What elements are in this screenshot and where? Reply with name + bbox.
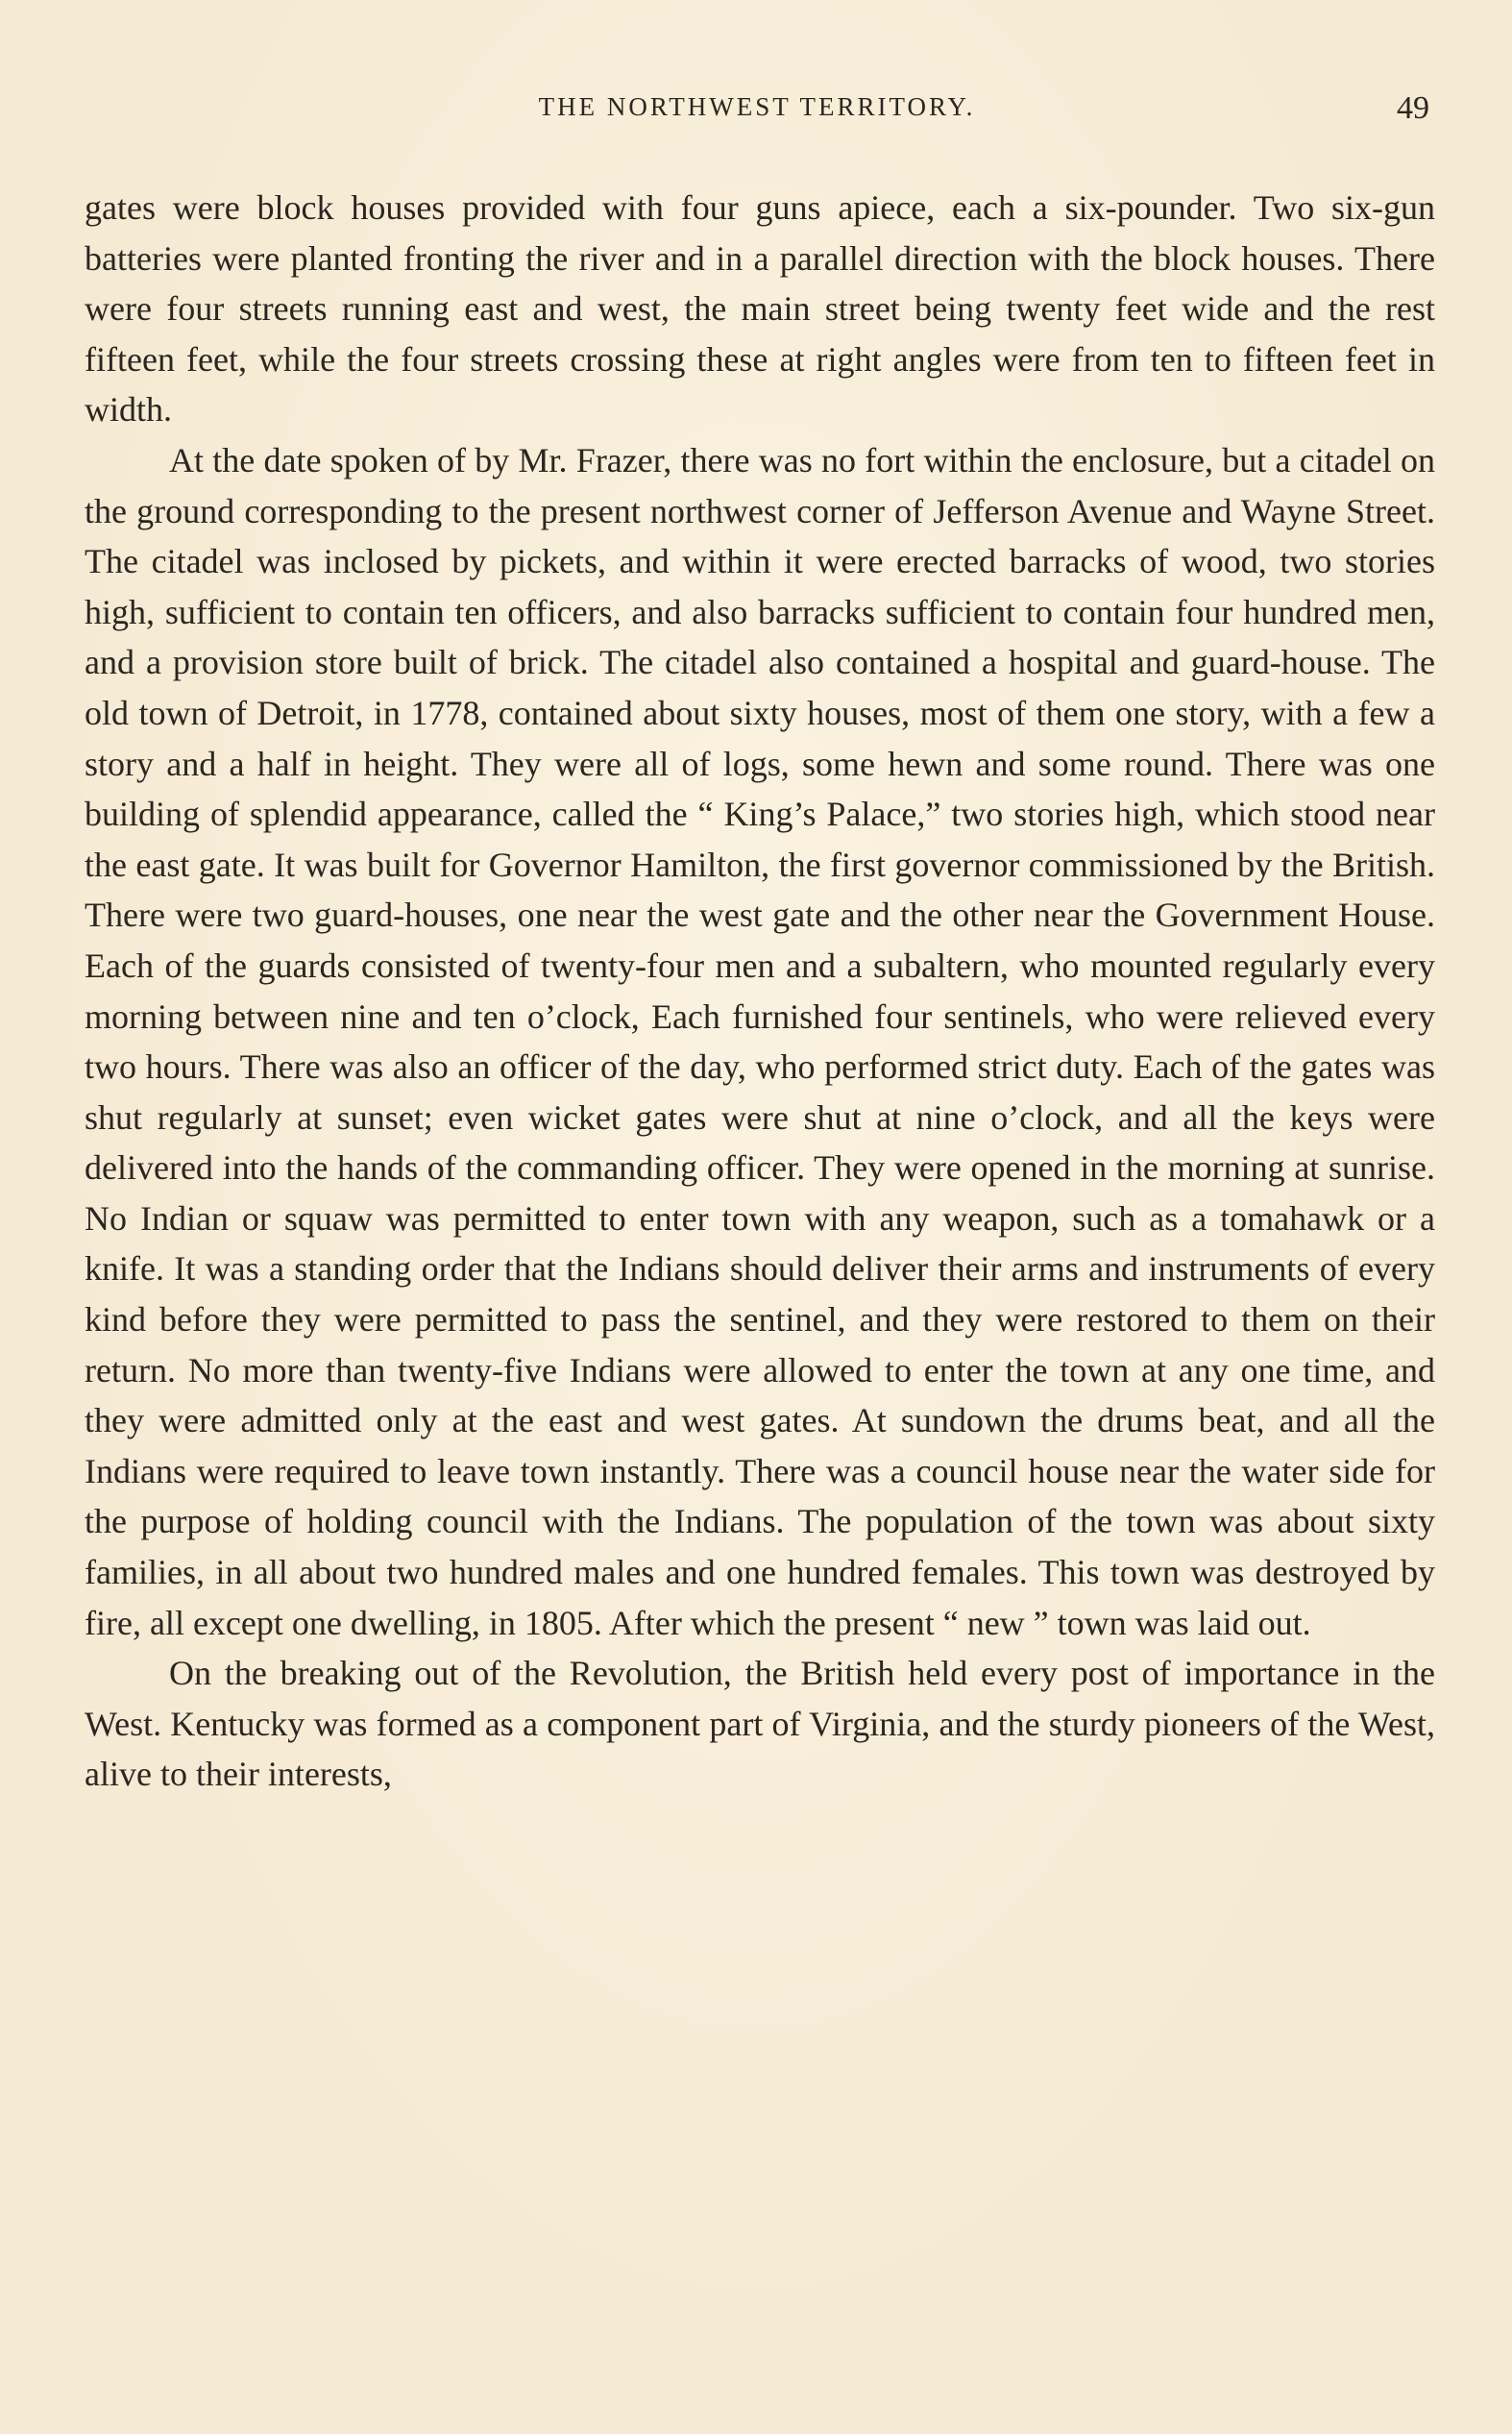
- running-head: THE NORTHWEST TERRITORY.: [538, 92, 976, 121]
- body-text: [85, 183, 1435, 1800]
- paragraph-continued: gates were block houses provided with four guns apiece, each a six-pounder. Two six-gun batteries were planted fronting the river and in a parallel direction with the block houses. There were four streets running east and west, the main street being twenty feet wide and the rest fifteen feet, while the four streets crossing these at right angles were from ten to fifteen feet in width.: [85, 188, 1435, 430]
- paragraph-revolution: On the breaking out of the Revolution, the British held every post of importance in the West. Kentucky was formed as a component part of Virginia, and the sturdy pioneers of the West, alive to their interests,: [85, 1654, 1435, 1794]
- page-number: 49: [1397, 90, 1429, 126]
- page-header: [85, 92, 1429, 150]
- paragraph-old-detroit: At the date spoken of by Mr. Frazer, there was no fort within the enclosure, but a citadel on the ground corresponding to the present northwest corner of Jefferson Avenue and Wayne Street. The citadel was inclosed by pickets, and within it were erected barracks of wood, two stories high, sufficient to contain ten officers, and also barracks sufficient to contain four hundred men, and a provision store built of brick. The citadel also contained a hospital and guard-house. The old town of Detroit, in 1778, contained about sixty houses, most of them one story, with a few a story and a half in height. They were all of logs, some hewn and some round. There was one building of splendid appearance, called the “ King’s Palace,” two stories high, which stood near the east gate. It was built for Governor Hamilton, the first governor commissioned by the British. There were two guard-houses, one near the west gate and the other near the Government House. Each of the guards consisted of twenty-four men and a subaltern, who mounted regularly every morning between nine and ten o’clock, Each furnished four sentinels, who were relieved every two hours. There was also an officer of the day, who performed strict duty. Each of the gates was shut regularly at sunset; even wicket gates were shut at nine o’clock, and all the keys were delivered into the hands of the commanding officer. They were opened in the morning at sunrise. No Indian or squaw was permitted to enter town with any weapon, such as a tomahawk or a knife. It was a standing order that the Indians should deliver their arms and instruments of every kind before they were permitted to pass the sentinel, and they were restored to them on their return. No more than twenty-five Indians were allowed to enter the town at any one time, and they were admitted only at the east and west gates. At sundown the drums beat, and all the Indians were required to leave town instantly. There was a council house near the water side for the purpose of holding council with the Indians. The population of the town was about sixty families, in all about two hundred males and one hundred females. This town was destroyed by fire, all except one dwelling, in 1805. After which the present “ new ” town was laid out.: [85, 440, 1435, 1642]
